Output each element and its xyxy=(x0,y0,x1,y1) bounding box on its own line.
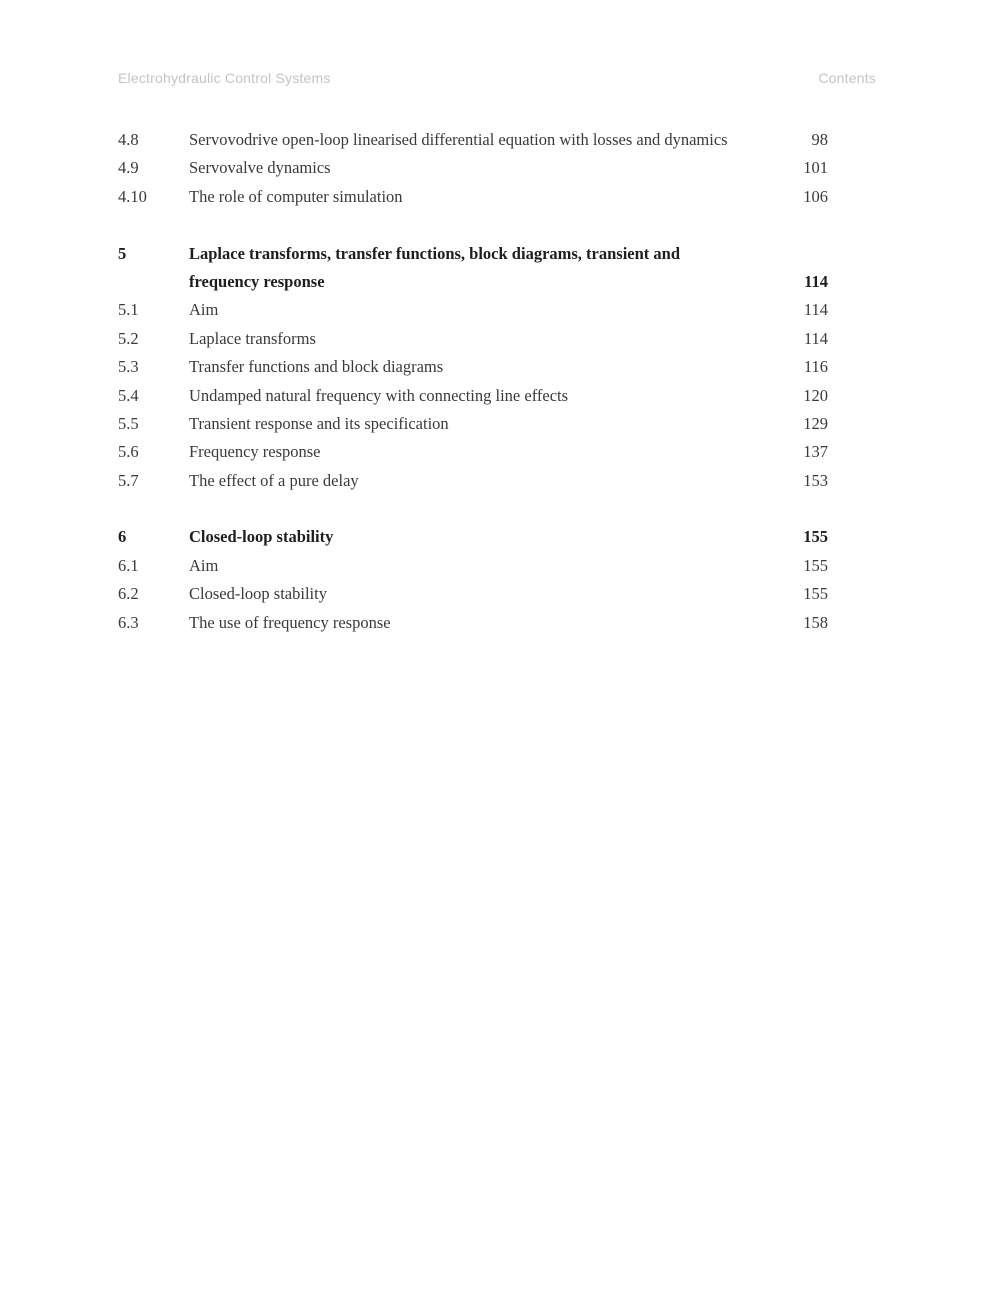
entry-page: 98 xyxy=(811,130,828,149)
entry-title: Undamped natural frequency with connecting line effects xyxy=(189,385,569,405)
entry-title: The effect of a pure delay xyxy=(189,470,359,490)
toc-entry-5-6[interactable] xyxy=(118,438,828,466)
chapter-page: 114 xyxy=(804,271,828,291)
entry-page: 106 xyxy=(803,186,828,206)
toc-entry-5-3[interactable] xyxy=(118,353,828,381)
entry-title: Aim xyxy=(189,300,219,320)
toc-entry-5-2[interactable] xyxy=(118,325,828,353)
section-label: Contents xyxy=(818,70,876,86)
entry-page: 101 xyxy=(803,158,828,178)
toc-entry-5-7[interactable] xyxy=(118,467,828,495)
chapter-number: 5 xyxy=(118,243,127,263)
toc-entry-6-2[interactable] xyxy=(118,580,828,608)
entry-title: Servovodrive open-loop linearised differential equation with losses and dynamics xyxy=(189,130,728,149)
entry-number: 6.1 xyxy=(118,555,139,575)
entry-number: 5.2 xyxy=(118,328,139,348)
toc-entry-4-8[interactable] xyxy=(118,126,828,154)
entry-title: Laplace transforms xyxy=(189,328,316,348)
entry-title: Transient response and its specification xyxy=(189,413,449,433)
toc-entry-5-1[interactable] xyxy=(118,296,828,324)
entry-title: Frequency response xyxy=(189,442,321,462)
entry-page: 158 xyxy=(803,612,828,632)
entry-page: 155 xyxy=(803,555,828,575)
entry-page: 120 xyxy=(803,385,828,405)
entry-title: Closed-loop stability xyxy=(189,584,327,604)
chapter-page: 155 xyxy=(803,527,828,547)
toc-entry-5-4[interactable] xyxy=(118,382,828,410)
toc-chapter-6[interactable] xyxy=(118,523,828,551)
toc-entry-4-9[interactable] xyxy=(118,154,828,182)
entry-page: 137 xyxy=(803,442,828,462)
entry-number: 4.10 xyxy=(118,186,147,206)
toc-chapter-5-cont[interactable] xyxy=(118,268,828,296)
entry-page: 155 xyxy=(803,584,828,604)
toc-entry-5-5[interactable] xyxy=(118,410,828,438)
toc-entry-6-1[interactable] xyxy=(118,552,828,580)
entry-title: Transfer functions and block diagrams xyxy=(189,357,444,377)
entry-number: 5.5 xyxy=(118,413,139,433)
entry-title: The role of computer simulation xyxy=(189,186,403,206)
entry-title: The use of frequency response xyxy=(189,612,391,632)
chapter-number: 6 xyxy=(118,527,127,547)
entry-number: 5.1 xyxy=(118,300,139,320)
entry-number: 6.2 xyxy=(118,584,139,604)
entry-page: 114 xyxy=(803,328,828,348)
table-of-contents xyxy=(118,126,828,637)
running-head xyxy=(118,70,876,90)
entry-number: 5.6 xyxy=(118,442,139,462)
toc-chapter-5[interactable] xyxy=(118,240,828,268)
spacer xyxy=(118,211,828,239)
entry-page: 153 xyxy=(803,470,828,490)
toc-entry-6-3[interactable] xyxy=(118,609,828,637)
entry-number: 5.3 xyxy=(118,357,139,377)
entry-page: 116 xyxy=(803,357,828,377)
chapter-title: Closed-loop stability xyxy=(189,527,334,547)
chapter-title-line2: frequency response xyxy=(189,271,325,291)
entry-page: 129 xyxy=(803,413,828,433)
entry-number: 6.3 xyxy=(118,612,139,632)
entry-number: 5.7 xyxy=(118,470,139,490)
entry-number: 5.4 xyxy=(118,385,139,405)
entry-number: 4.8 xyxy=(118,130,139,149)
entry-page: 114 xyxy=(803,300,828,320)
book-title: Electrohydraulic Control Systems xyxy=(118,70,331,86)
chapter-title-line1: Laplace transforms, transfer functions, block diagrams, transient and xyxy=(189,243,681,263)
spacer xyxy=(118,495,828,523)
entry-title: Servovalve dynamics xyxy=(189,158,331,178)
entry-title: Aim xyxy=(189,555,219,575)
toc-entry-4-10[interactable] xyxy=(118,183,828,211)
entry-number: 4.9 xyxy=(118,158,139,178)
